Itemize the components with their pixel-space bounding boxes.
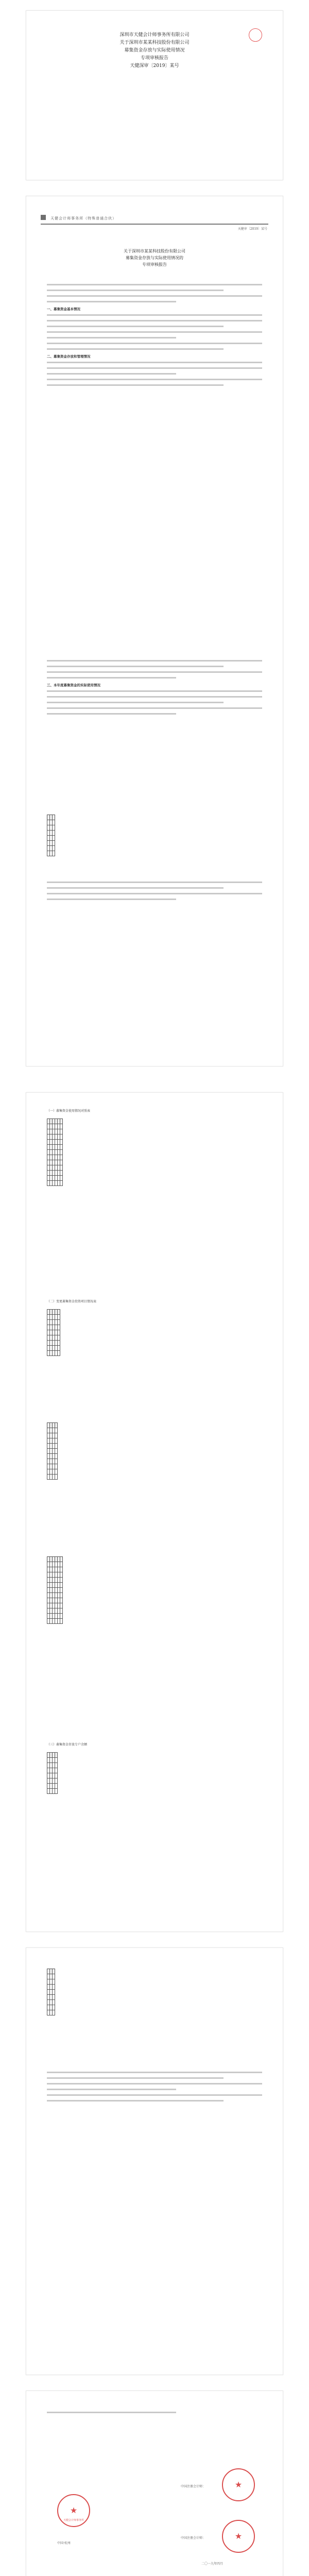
report-body <box>47 284 262 390</box>
text-line <box>47 314 262 316</box>
report-title-line: 募集资金存放与实际使用情况的 <box>126 256 183 260</box>
report-body-2 <box>47 660 262 719</box>
text-line <box>47 362 262 363</box>
balance-table <box>47 1752 58 1794</box>
detail-table <box>47 1556 63 1624</box>
report-title-line: 专项审核报告 <box>142 262 167 267</box>
text-line <box>47 348 224 350</box>
text-line <box>47 2412 176 2413</box>
text-line <box>47 320 262 321</box>
firm-header <box>41 212 268 225</box>
text-line <box>47 893 262 894</box>
usage-table <box>47 1118 63 1186</box>
table-caption: （一）募集资金使用情况对照表 <box>47 1109 91 1113</box>
text-line <box>47 677 176 679</box>
cover-line: 深圳市天健会计师事务所有限公司 <box>119 32 190 38</box>
cover-line: 专项审核报告 <box>140 56 168 61</box>
report-number: 天健审〔2019〕某号 <box>237 227 267 231</box>
project-table <box>47 1422 58 1480</box>
text-line <box>47 331 262 333</box>
cover-title <box>26 31 283 70</box>
section-heading: 二、募集资金存放和管理情况 <box>47 354 91 359</box>
table-caption: （二）变更募集资金投资项目情况表 <box>47 1300 97 1303</box>
cover-line: 募集资金存放与实际使用情况 <box>124 48 185 53</box>
text-line <box>47 295 262 297</box>
report-page <box>26 196 283 1066</box>
report-title-line: 关于深圳市某某科技股份有限公司 <box>124 249 185 253</box>
text-line <box>47 2083 262 2084</box>
text-line <box>47 713 176 715</box>
text-line <box>47 284 262 285</box>
cover-line: 关于深圳市某某科技股份有限公司 <box>119 40 190 45</box>
text-line <box>47 671 262 673</box>
text-line <box>47 2100 224 2102</box>
sign-date: 二〇一九年四月 <box>201 2562 224 2566</box>
text-line <box>47 887 224 889</box>
cpa-label-1: 中国注册会计师： <box>181 2485 206 2488</box>
firm-logo-icon <box>41 215 46 220</box>
text-line <box>47 337 176 338</box>
table-caption: （三）募集资金存放专户余额 <box>47 1743 88 1747</box>
text-line <box>47 2077 224 2079</box>
firm-name: 天健会计师事务所（特殊普通合伙） <box>50 216 117 221</box>
text-line <box>47 707 262 709</box>
tables-page-1 <box>26 1092 283 1932</box>
text-line <box>47 367 262 369</box>
sign-body <box>47 2412 262 2417</box>
summary-table <box>47 1969 55 2015</box>
text-line <box>47 882 262 883</box>
report-body-3 <box>47 882 262 904</box>
section-heading: 三、本年度募集资金的实际使用情况 <box>47 683 100 687</box>
change-table <box>47 1309 60 1356</box>
cover-line: 天健深审〔2019〕某号 <box>130 63 179 69</box>
signature-page <box>26 2391 283 2576</box>
section-heading: 一、募集资金基本情况 <box>47 307 80 311</box>
seal-text: 天健会计师事务所 <box>63 2519 84 2522</box>
text-line <box>47 660 262 662</box>
cpa-seal-icon <box>222 2520 255 2553</box>
text-line <box>47 301 176 302</box>
text-line <box>47 2089 176 2090</box>
text-line <box>47 384 224 386</box>
text-line <box>47 899 176 900</box>
sign-city: 中国·杭州 <box>57 2541 71 2545</box>
text-line <box>47 2072 262 2073</box>
text-line <box>47 2094 262 2096</box>
report-title <box>26 248 283 268</box>
cpa-seal-icon <box>222 2468 255 2501</box>
fund-table-small <box>47 815 55 856</box>
text-line <box>47 343 262 344</box>
text-line <box>47 290 224 291</box>
cover-page <box>26 10 283 180</box>
tables2-body <box>47 2072 262 2106</box>
text-line <box>47 666 224 667</box>
text-line <box>47 696 262 698</box>
firm-seal-icon <box>57 2494 90 2527</box>
tables-page-2 <box>26 1947 283 2375</box>
cpa-label-2: 中国注册会计师： <box>181 2536 206 2540</box>
text-line <box>47 702 224 703</box>
text-line <box>47 326 224 327</box>
text-line <box>47 373 176 375</box>
text-line <box>47 690 262 692</box>
text-line <box>47 379 262 380</box>
